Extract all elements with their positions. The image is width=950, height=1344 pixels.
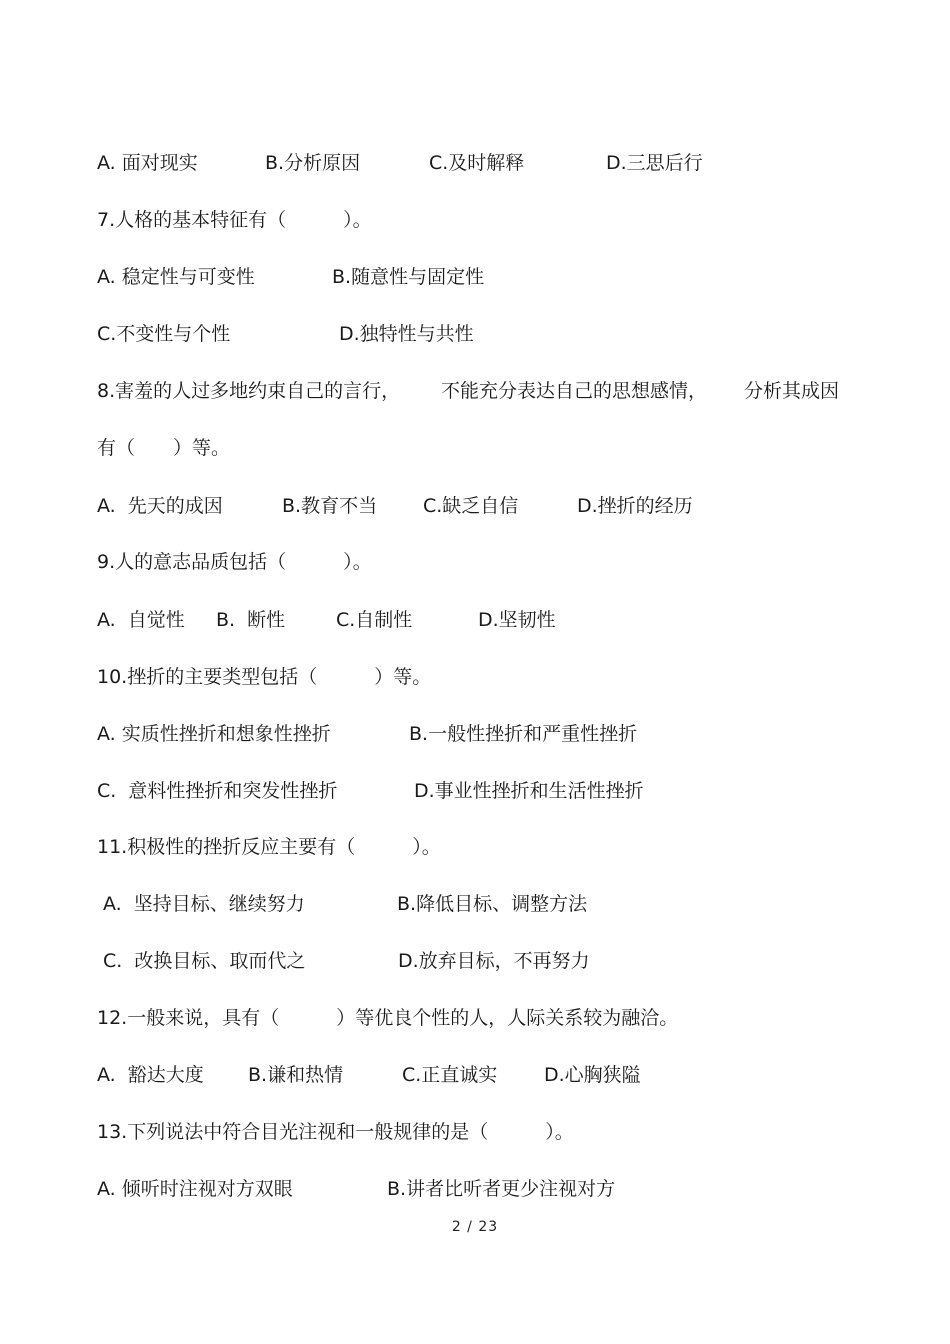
question-text: 分析其成因 bbox=[744, 380, 840, 402]
option-d: D.独特性与共性 bbox=[339, 323, 474, 345]
option-b: B.谦和热情 bbox=[248, 1064, 344, 1086]
option-c: C.自制性 bbox=[336, 609, 413, 631]
option-d: D.事业性挫折和生活性挫折 bbox=[414, 780, 644, 802]
line-q7-question bbox=[0, 208, 372, 256]
line-q9-question bbox=[0, 550, 372, 598]
option-a: A. 倾听时注视对方双眼 bbox=[97, 1178, 293, 1200]
option-a: A. 先天的成因 bbox=[97, 495, 223, 517]
question-text: 8.害羞的人过多地约束自己的言行， bbox=[97, 380, 401, 402]
option-a: A. 实质性挫折和想象性挫折 bbox=[97, 723, 331, 745]
option-b: B.分析原因 bbox=[265, 152, 361, 174]
question-text: 11.积极性的挫折反应主要有（ ）。 bbox=[97, 836, 441, 858]
question-text: 12.一般来说，具有（ ）等优良个性的人，人际关系较为融洽。 bbox=[97, 1007, 679, 1029]
option-c: C.缺乏自信 bbox=[423, 495, 519, 517]
option-c: C.不变性与个性 bbox=[97, 323, 231, 345]
question-text: 13.下列说法中符合目光注视和一般规律的是（ ）。 bbox=[97, 1121, 574, 1143]
line-q13-question bbox=[0, 1120, 574, 1168]
question-text: 10.挫折的主要类型包括（ ）等。 bbox=[97, 666, 432, 688]
option-b: B.随意性与固定性 bbox=[332, 266, 485, 288]
option-b: B.降低目标、调整方法 bbox=[397, 893, 588, 915]
option-b: B.教育不当 bbox=[282, 495, 378, 517]
option-a: A. 自觉性 bbox=[97, 609, 185, 631]
line-q8-question-2 bbox=[0, 436, 231, 484]
option-d: D.挫折的经历 bbox=[577, 495, 693, 517]
option-b: B.讲者比听者更少注视对方 bbox=[387, 1178, 616, 1200]
line-q10-question bbox=[0, 665, 432, 713]
option-a: A. 坚持目标、继续努力 bbox=[103, 893, 305, 915]
question-text: 有（ ）等。 bbox=[97, 437, 231, 459]
option-c: C.及时解释 bbox=[429, 152, 525, 174]
page-number: 2 / 23 bbox=[451, 1219, 499, 1235]
option-d: D.放弃目标，不再努力 bbox=[398, 950, 590, 972]
option-a: A. 豁达大度 bbox=[97, 1064, 204, 1086]
option-b: B.一般性挫折和严重性挫折 bbox=[409, 723, 638, 745]
option-d: D.三思后行 bbox=[606, 152, 703, 174]
question-text: 7.人格的基本特征有（ ）。 bbox=[97, 209, 372, 231]
option-a: A. 面对现实 bbox=[97, 152, 198, 174]
question-text: 9.人的意志品质包括（ ）。 bbox=[97, 551, 372, 573]
option-c: C.正直诚实 bbox=[402, 1064, 498, 1086]
option-d: D.心胸狭隘 bbox=[544, 1064, 641, 1086]
line-q11-question bbox=[0, 835, 441, 883]
question-text: 不能充分表达自己的思想感情， bbox=[441, 380, 708, 402]
option-d: D.坚韧性 bbox=[478, 609, 556, 631]
option-a: A. 稳定性与可变性 bbox=[97, 266, 255, 288]
option-b: B. 断性 bbox=[216, 609, 286, 631]
option-c: C. 意料性挫折和突发性挫折 bbox=[97, 780, 338, 802]
line-q12-question bbox=[0, 1006, 679, 1054]
option-c: C. 改换目标、取而代之 bbox=[103, 950, 306, 972]
